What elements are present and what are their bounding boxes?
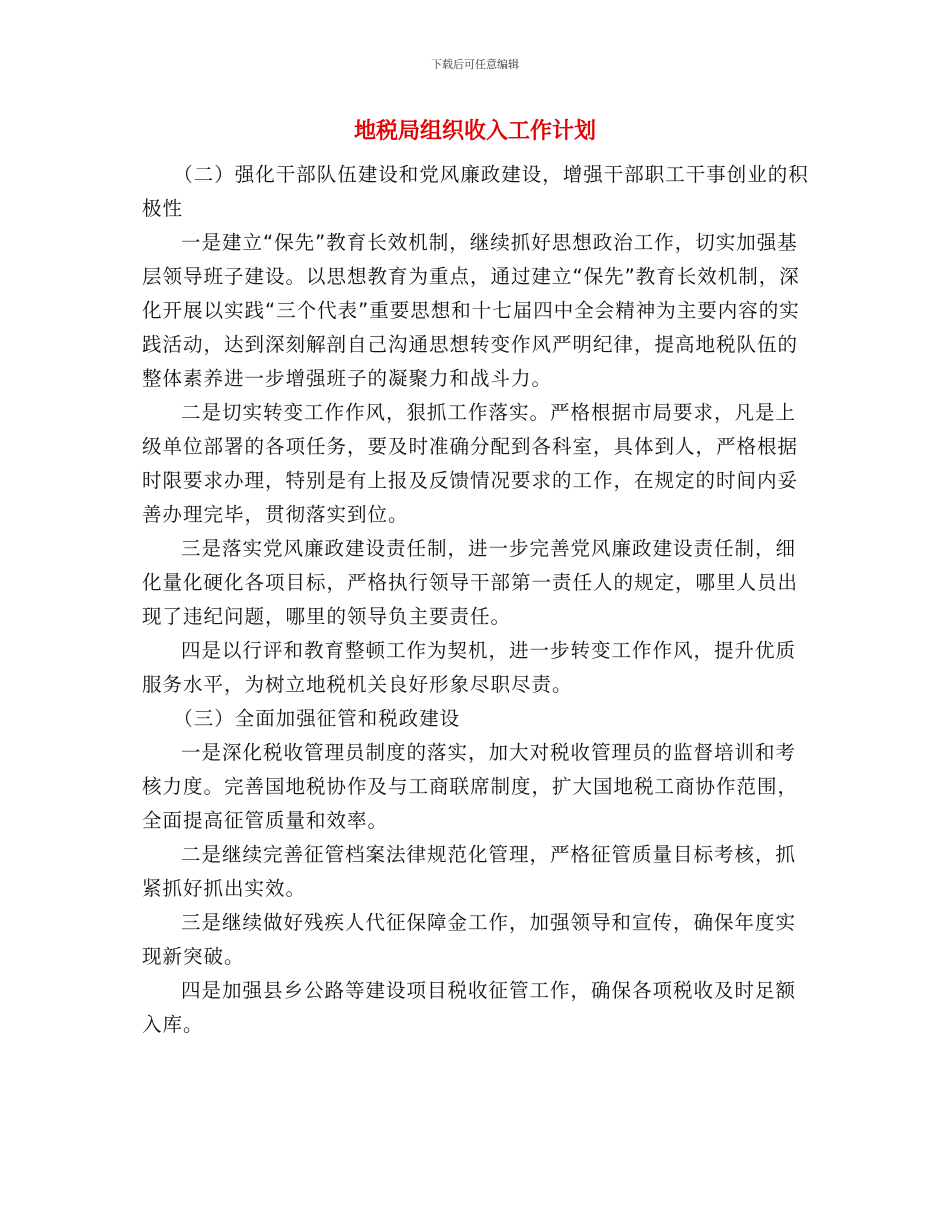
document-title: 地税局组织收入工作计划 (353, 119, 596, 144)
paragraph: 三是继续做好残疾人代征保障金工作，加强领导和宣传，确保年度实现新突破。 (142, 911, 797, 968)
paragraph: 二是切实转变工作作风，狠抓工作落实。严格根据市局要求，凡是上级单位部署的各项任务，要及时准确分配到各科室，具体到人，严格根据时限要求办理，特别是有上报及反馈情况要求的工作，在规定的时间内妥善办理完毕，贯彻落实到位。 (142, 401, 799, 526)
paragraph: 一是建立“保先”教育长效机制，继续抓好思想政治工作，切实加强基层领导班子建设。以思想教育为重点，通过建立“保先”教育长效机制，深化开展以实践“三个代表”重要思想和十七届四中全会精神为主要内容的实践活动，达到深刻解剖自己沟通思想转变作风严明纪律，提高地税队伍的整体素养进一步增强班子的凝聚力和战斗力。 (142, 231, 800, 390)
section-heading-3: （三）全面加强征管和税政建设 (173, 707, 461, 730)
paragraph: 三是落实党风廉政建设责任制，进一步完善党风廉政建设责任制，细化量化硬化各项目标，严格执行领导干部第一责任人的规定，哪里人员出现了违纪问题，哪里的领导负主要责任。 (142, 537, 799, 628)
section-heading-2: （二）强化干部队伍建设和党风廉政建设，增强干部职工干事创业的积极性 (142, 163, 809, 220)
header-note: 下载后可任意编辑 (431, 58, 519, 71)
document-body (142, 158, 810, 1042)
paragraph: 一是深化税收管理员制度的落实，加大对税收管理员的监督培训和考核力度。完善国地税协作及与工商联席制度，扩大国地税工商协作范围，全面提高征管质量和效率。 (142, 741, 799, 832)
paragraph: 四是以行评和教育整顿工作为契机，进一步转变工作作风，提升优质服务水平，为树立地税机关良好形象尽职尽责。 (142, 639, 797, 696)
paragraph: 二是继续完善征管档案法律规范化管理，严格征管质量目标考核，抓紧抓好抓出实效。 (142, 843, 797, 900)
paragraph: 四是加强县乡公路等建设项目税收征管工作，确保各项税收及时足额入库。 (142, 979, 797, 1036)
